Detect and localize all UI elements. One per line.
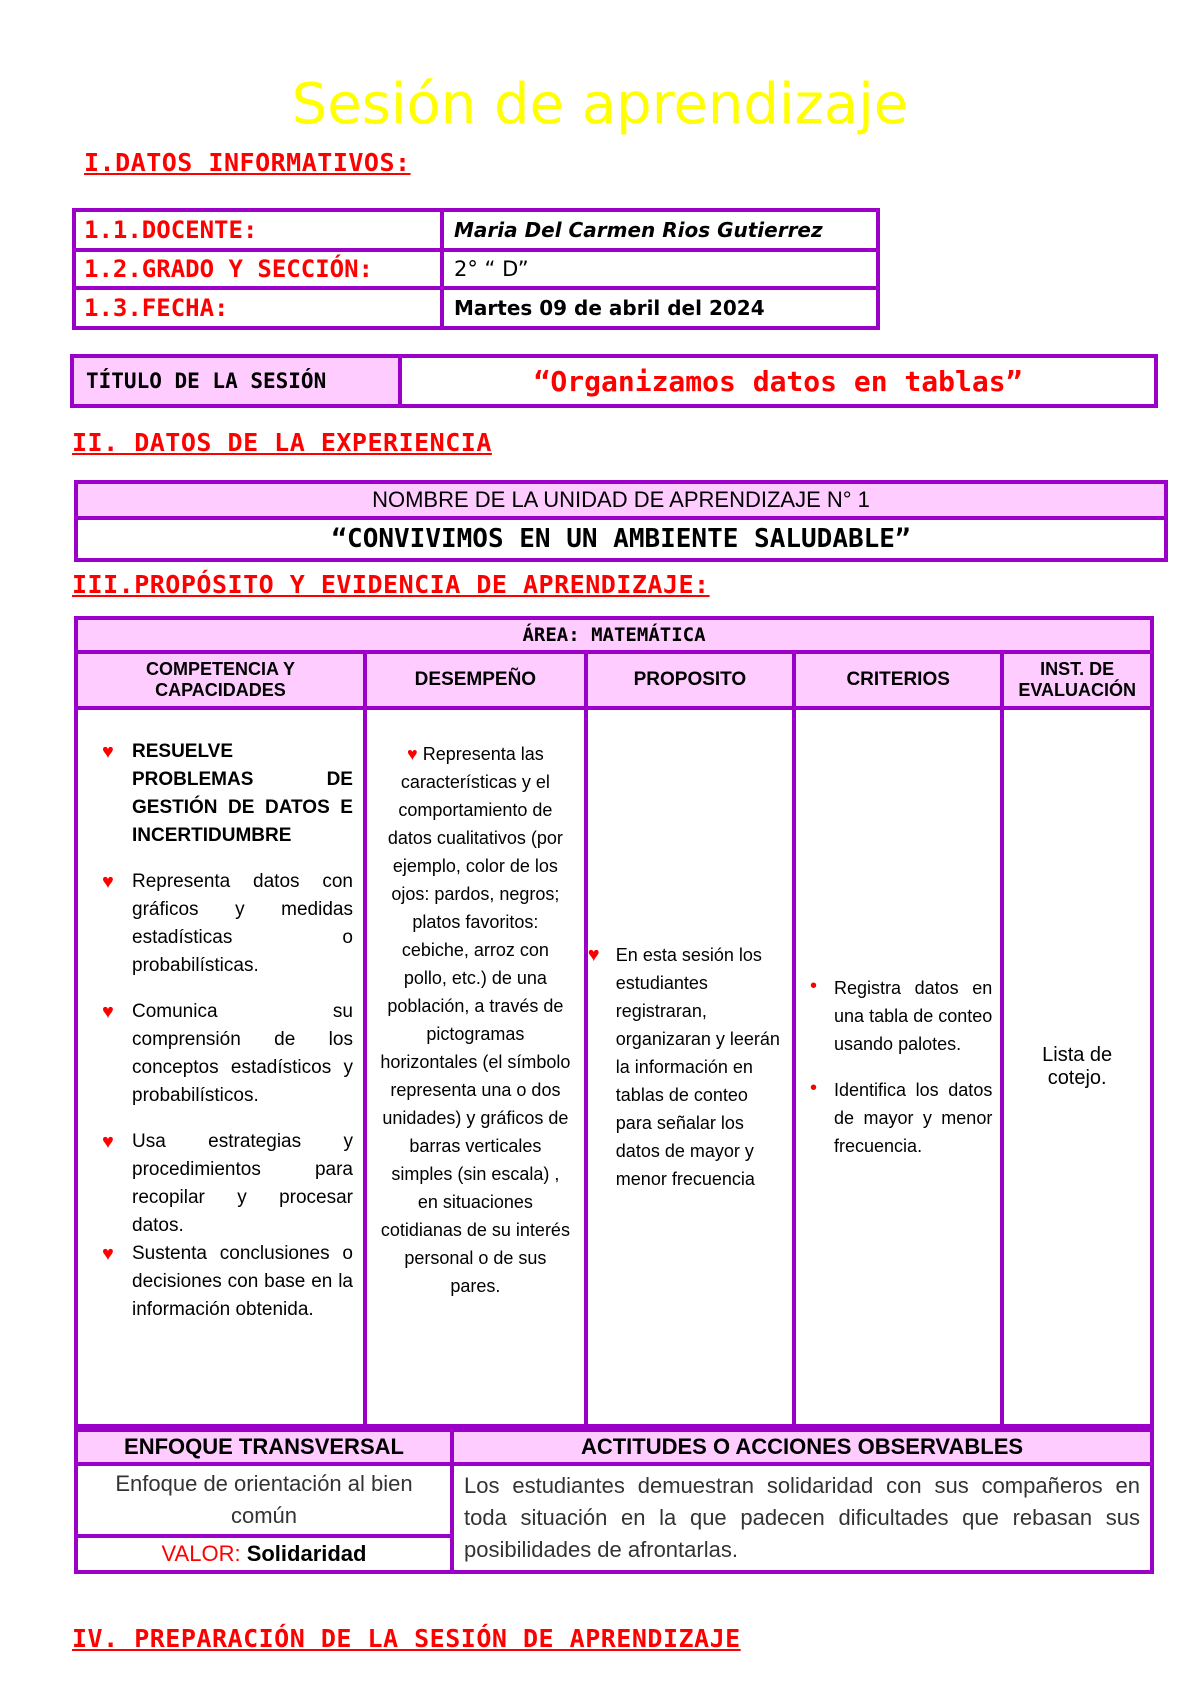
proposito-text: En esta sesión los estudiantes registraran, organizaran y leerán la información en tablas de conteo para señalar los datos de mayor y menor frecuencia	[615, 945, 780, 1189]
desempeno-cell	[365, 708, 586, 1426]
header-competencia: COMPETENCIA Y CAPACIDADES	[76, 652, 365, 708]
section-heading-2: II. DATOS DE LA EXPERIENCIA	[72, 428, 492, 457]
header-proposito: PROPOSITO	[586, 652, 794, 708]
heart-bullet-icon: ♥	[102, 1243, 114, 1265]
competencia-cell	[76, 708, 365, 1426]
document-title: Sesión de aprendizaje	[291, 72, 909, 137]
unit-label: NOMBRE DE LA UNIDAD DE APRENDIZAJE N° 1	[76, 482, 1166, 518]
competencia-title: RESUELVE PROBLEMAS DE GESTIÓN DE DATOS E INCERTIDUMBRE	[132, 741, 353, 846]
heart-bullet-icon: ♥	[102, 741, 114, 763]
area-label: ÁREA: MATEMÁTICA	[76, 618, 1152, 652]
capacidad-item: Comunica su comprensión de los conceptos estadísticos y probabilísticos.	[132, 1001, 353, 1106]
header-inst: INST. DE EVALUACIÓN	[1002, 652, 1152, 708]
desempeno-text: Representa las características y el comportamiento de datos cualitativos (por ejemplo, color de los ojos: pardos, negros; platos favoritos: cebiche, arroz con pollo, etc.) de una población, a través de pictogramas horizontales (el símbolo representa una o dos unidades) y gráficos de barras verticales simples (sin escala) , en situaciones cotidianas de su interés personal o de sus pares.	[380, 744, 571, 1296]
grado-value: 2° “ D”	[442, 250, 878, 288]
section-heading-3: III.PROPÓSITO Y EVIDENCIA DE APRENDIZAJE:	[72, 570, 710, 599]
docente-label: 1.1.DOCENTE:	[74, 210, 442, 250]
enfoque-value: Enfoque de orientación al bien común	[76, 1464, 452, 1536]
bullet-icon: •	[810, 1077, 818, 1099]
session-title-value: “Organizamos datos en tablas”	[400, 356, 1156, 406]
info-table	[72, 208, 880, 330]
capacidad-item: Sustenta conclusiones o decisiones con base en la información obtenida.	[132, 1243, 353, 1320]
unit-value: “CONVIVIMOS EN UN AMBIENTE SALUDABLE”	[76, 518, 1166, 560]
criterio-item: Identifica los datos de mayor y menor frecuencia.	[834, 1080, 993, 1156]
valor-value: Solidaridad	[246, 1541, 367, 1566]
header-desempeno: DESEMPEÑO	[365, 652, 586, 708]
section-heading-4: IV. PREPARACIÓN DE LA SESIÓN DE APRENDIZAJE	[72, 1624, 741, 1653]
heart-bullet-icon: ♥	[102, 871, 114, 893]
inst-cell: Lista de cotejo.	[1002, 708, 1152, 1426]
criterios-cell	[794, 708, 1002, 1426]
heart-bullet-icon: ♥	[102, 1131, 114, 1153]
valor-label: VALOR:	[161, 1541, 241, 1566]
heart-bullet-icon: ♥	[407, 744, 423, 764]
purpose-table	[74, 616, 1154, 1428]
proposito-cell	[586, 708, 794, 1426]
enfoque-table	[74, 1428, 1154, 1574]
valor-cell	[76, 1536, 452, 1572]
capacidad-item: Usa estrategias y procedimientos para recopilar y procesar datos.	[132, 1131, 353, 1236]
criterio-item: Registra datos en una tabla de conteo usando palotes.	[834, 978, 993, 1054]
header-criterios: CRITERIOS	[794, 652, 1002, 708]
session-title-label: TÍTULO DE LA SESIÓN	[72, 356, 400, 406]
enfoque-label: ENFOQUE TRANSVERSAL	[76, 1430, 452, 1464]
section-heading-1: I.DATOS INFORMATIVOS:	[84, 148, 411, 177]
fecha-label: 1.3.FECHA:	[74, 288, 442, 328]
capacidad-item: Representa datos con gráficos y medidas estadísticas o probabilísticas.	[132, 871, 353, 976]
unit-table	[74, 480, 1168, 562]
actitudes-value: Los estudiantes demuestran solidaridad con sus compañeros en toda situación en la que padecen dificultades que rebasan sus posibilidades de afrontarlas.	[452, 1464, 1152, 1572]
heart-bullet-icon: ♥	[102, 1001, 114, 1023]
docente-value: Maria Del Carmen Rios Gutierrez	[442, 210, 878, 250]
bullet-icon: •	[810, 975, 818, 997]
fecha-value: Martes 09 de abril del 2024	[442, 288, 878, 328]
actitudes-label: ACTITUDES O ACCIONES OBSERVABLES	[452, 1430, 1152, 1464]
session-title-table	[70, 354, 1158, 408]
grado-label: 1.2.GRADO Y SECCIÓN:	[74, 250, 442, 288]
heart-bullet-icon: ♥	[587, 944, 600, 966]
